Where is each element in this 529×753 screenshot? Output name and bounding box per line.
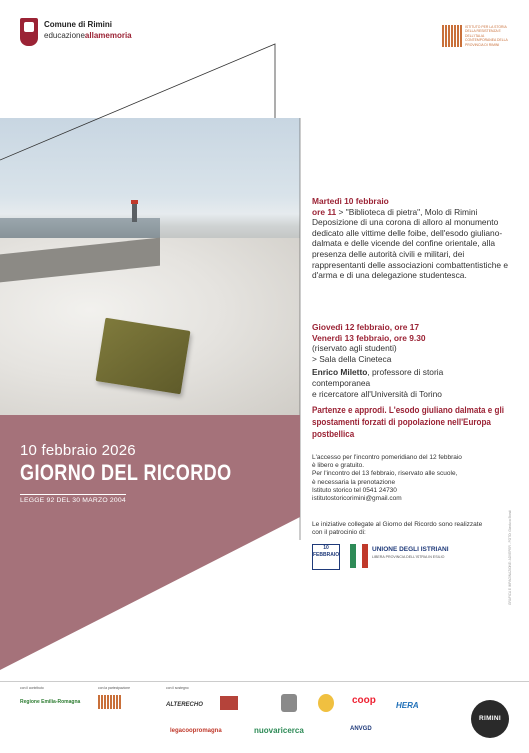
speaker-role-3: e ricercatore all'Università di Torino [312,388,442,399]
speaker: Enrico Miletto, professore di storia [312,367,444,378]
org-sub: educazioneallamemoria [44,31,132,40]
istriani-flag-icon [350,544,368,568]
event-2-place: > Sala della Cineteca [312,353,392,364]
event-2-date-1: Giovedì 12 febbraio, ore 17 [312,322,420,332]
association-logo [318,694,334,712]
hera-logo: HERA [396,701,419,710]
access-info: L'accesso per l'incontro pomeridiano del 12 febbraio è libero e gratuito. Per l'incontro del 13 febbraio, riservato alle scuole, è necessaria la prenotazione Istituto storico tel 0541 24730 istitutostoricorimini@gmail.com [312,454,512,503]
institute-small-logo [98,695,122,709]
law-reference: LEGGE 92 DEL 30 MARZO 2004 [20,494,126,504]
legacoop-logo: legacoopromagna [170,728,222,734]
photo-credit: GRAFICA E IMPAGINAZIONE: ADVEPER - FOTO: Gianluca Bondi [508,510,512,605]
10-febbraio-logo: 10 FEBBRAIO [312,544,340,570]
talk-title: Partenze e approdi. L'esodo giuliano dalmata e gli spostamenti forzati di popolazione nell'Europa postbellica [312,405,504,439]
sponsor-label: con il sostegno [166,686,189,690]
event-2 [312,322,517,399]
region-logo: Regione Emilia-Romagna [20,699,81,705]
event-2-date-2: Venerdì 13 febbraio, ore 9.30 [312,332,426,343]
coop-logo: coop [352,695,376,706]
event-date: 10 febbraio 2026 [20,442,136,459]
istriani-sub: LIBERA PROVINCIA DELL'ISTRIA IN ESILIO [372,555,445,559]
event-1-place: ore 11 > "Biblioteca di pietra", Molo di Rimini [312,206,478,217]
institute-text: ISTITUTO PER LA STORIA DELLA RESISTENZA E DELL'ITALIA CONTEMPORANEA DELLA PROVINCIA DI RIMINI [465,25,508,47]
anvgd-logo: ANVGD [350,726,372,732]
email-link[interactable]: istitutostoricorimini@gmail.com [312,495,402,503]
nuovaricerca-logo: nuovaricerca [254,726,304,735]
istriani-logo: UNIONE DEGLI ISTRIANI [372,546,449,553]
alterecho-logo: ALTERECHO [166,702,203,708]
event-1-day: Martedì 10 febbraio [312,196,389,206]
event-1-description: Deposizione di una corona di alloro al monumento dedicato alle vittime delle foibe, dell'esodo giuliano-dalmata e delle vicende del confine orientale, alla presenza delle autorità civili e militari, dei rappresentanti delle associazioni combattentistiche e d'arma e di una delegazione studentesca. [312,217,508,281]
org-name: Comune di Rimini [44,20,112,29]
rimini-logo: RIMINI [471,700,509,738]
patronage-text: Le iniziative collegate al Giorno del Ricordo sono realizzate con il patrocinio di: [312,521,483,537]
event-1 [312,196,517,281]
memorial-logo [281,694,297,712]
support-label: con la partecipazione [98,686,131,690]
contrib-label: con il contributo [20,686,44,690]
speaker-role-2: contemporanea [312,377,371,388]
footer-divider [0,681,529,682]
event-2-note: (riservato agli studenti) [312,343,397,354]
page-title: GIORNO DEL RICORDO [20,460,232,485]
museum-logo [220,696,238,710]
